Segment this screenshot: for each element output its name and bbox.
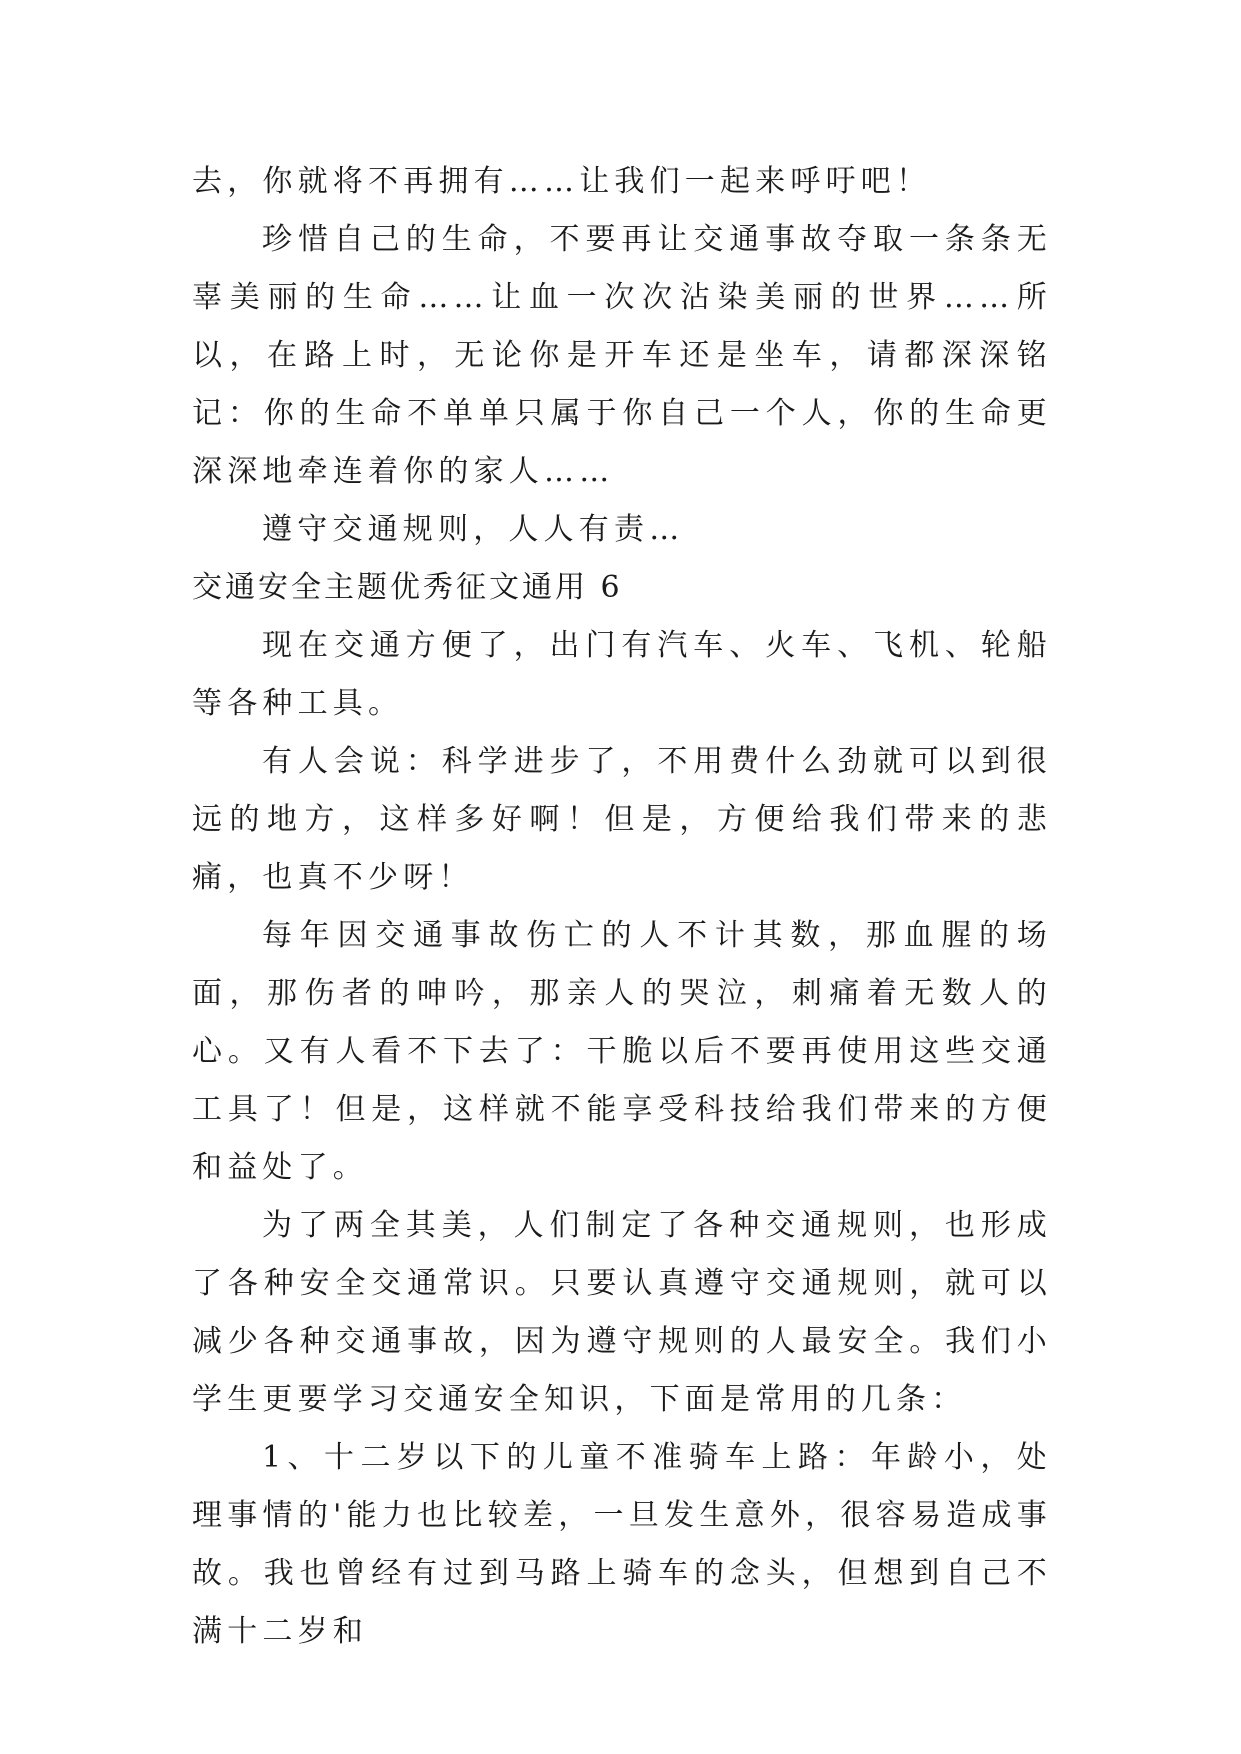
paragraph-science-progress: 有人会说：科学进步了，不用费什么劲就可以到很远的地方，这样多好啊！但是，方便给我们带来的悲痛，也真不少呀！ — [192, 744, 1052, 895]
paragraph-cherish-life: 珍惜自己的生命，不要再让交通事故夺取一条条无辜美丽的生命……让血一次次沾染美丽的世界……所以，在路上时，无论你是开车还是坐车，请都深深铭记：你的生命不单单只属于你自己一个人，你的生命更深深地牵连着你的家人…… — [192, 222, 1052, 489]
paragraph-convenient-transport: 现在交通方便了，出门有汽车、火车、飞机、轮船等各种工具。 — [192, 628, 1052, 721]
section-title: 交通安全主题优秀征文通用 6 — [192, 570, 623, 605]
paragraph-traffic-rules: 为了两全其美，人们制定了各种交通规则，也形成了各种安全交通常识。只要认真遵守交通规则，就可以减少各种交通事故，因为遵守规则的人最安全。我们小学生更要学习交通安全知识，下面是常用的几条： — [192, 1208, 1052, 1417]
paragraph-obey-rules: 遵守交通规则，人人有责… — [262, 512, 685, 547]
paragraph-rule-one: 1、十二岁以下的儿童不准骑车上路：年龄小，处理事情的'能力也比较差，一旦发生意外，很容易造成事故。我也曾经有过到马路上骑车的念头，但想到自己不满十二岁和 — [192, 1440, 1052, 1649]
paragraph-intro-fragment: 去，你就将不再拥有……让我们一起来呼吁吧！ — [192, 164, 932, 199]
document-page — [192, 153, 1052, 1661]
paragraph-accidents: 每年因交通事故伤亡的人不计其数，那血腥的场面，那伤者的呻吟，那亲人的哭泣，刺痛着无数人的心。又有人看不下去了：干脆以后不要再使用这些交通工具了！但是，这样就不能享受科技给我们带来的方便和益处了。 — [192, 918, 1052, 1185]
